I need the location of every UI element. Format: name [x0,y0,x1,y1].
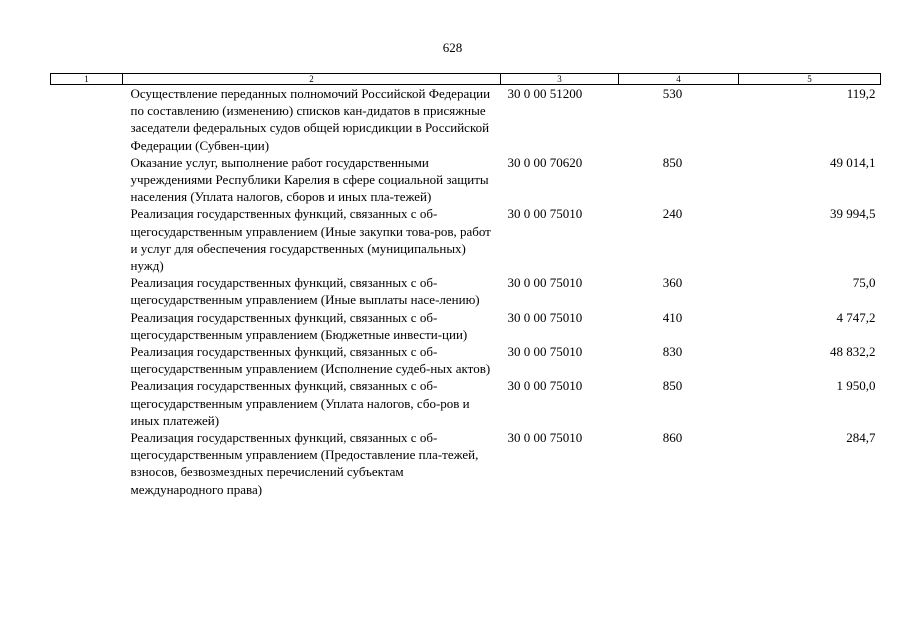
expense-type-code: 530 [662,86,683,101]
target-article-code: 30 0 00 75010 [507,275,583,291]
table-row [51,377,881,429]
column-header-1: 1 [51,74,123,85]
amount: 119,2 [846,86,876,101]
expense-type-code: 860 [662,430,683,446]
column-header-5: 5 [739,74,881,85]
item-name: Реализация государственных функций, связанных с об-щегосударственным управлением (Бюджетные инвести-ции) [130,309,468,342]
expense-type-code: 850 [662,154,683,170]
expense-type-code: 360 [662,275,683,291]
budget-table [50,73,881,498]
item-name: Реализация государственных функций, связанных с об-щегосударственным управлением (Предоставление пла-тежей, взносов, безвозмездных перечислений субъектам международного права) [130,430,479,497]
item-name: Реализация государственных функций, связанных с об-щегосударственным управлением (Уплата налогов, сбо-ров и иных платежей) [130,378,470,428]
expense-type-code: 410 [662,309,683,325]
row-number-cell [51,429,123,498]
page-number: 628 [442,40,463,55]
row-number-cell [51,309,123,343]
row-number-cell [51,154,123,206]
expense-type-code: 830 [662,344,683,360]
row-number-cell [51,377,123,429]
amount: 49 014,1 [830,154,876,170]
amount: 39 994,5 [830,206,876,222]
target-article-code: 30 0 00 75010 [507,430,583,446]
row-number-cell [51,85,123,154]
row-number-cell [51,343,123,377]
target-article-code: 30 0 00 75010 [507,309,583,325]
row-number-cell [51,205,123,274]
table-row [51,429,881,498]
table-row [51,309,881,343]
expense-type-code: 240 [662,206,683,222]
target-article-code: 30 0 00 51200 [507,86,583,101]
table-row [51,343,881,377]
item-name: Реализация государственных функций, связанных с об-щегосударственным управлением (Исполнение судеб-ных актов) [130,344,491,377]
amount: 1 950,0 [836,378,876,394]
target-article-code: 30 0 00 75010 [507,344,583,360]
table-row [51,205,881,274]
row-number-cell [51,274,123,308]
target-article-code: 30 0 00 75010 [507,378,583,394]
amount: 4 747,2 [836,309,876,325]
target-article-code: 30 0 00 70620 [507,154,583,170]
column-number-header [51,74,881,85]
item-name: Осуществление переданных полномочий Российской Федерации по составлению (изменению) списков кан-дидатов в присяжные заседатели федеральных судов общей юрисдикции в Российской Федерации (Субвен-ции) [130,86,491,153]
item-name: Оказание услуг, выполнение работ государственными учреждениями Республики Карелия в сфере социальной защиты населения (Уплата налогов, сборов и иных пла-тежей) [130,154,489,205]
expense-type-code: 850 [662,378,683,394]
table-row [51,274,881,308]
amount: 48 832,2 [830,344,876,360]
column-header-2: 2 [123,74,501,85]
table-row [51,85,881,154]
amount: 284,7 [846,430,876,446]
target-article-code: 30 0 00 75010 [507,206,583,222]
column-header-4: 4 [619,74,739,85]
table-row [51,154,881,206]
item-name: Реализация государственных функций, связанных с об-щегосударственным управлением (Иные закупки това-ров, работ и услуг для обеспечения государственных (муниципальных) нужд) [130,206,491,274]
column-header-3: 3 [501,74,619,85]
amount: 75,0 [852,275,876,291]
item-name: Реализация государственных функций, связанных с об-щегосударственным управлением (Иные выплаты насе-лению) [130,275,480,308]
